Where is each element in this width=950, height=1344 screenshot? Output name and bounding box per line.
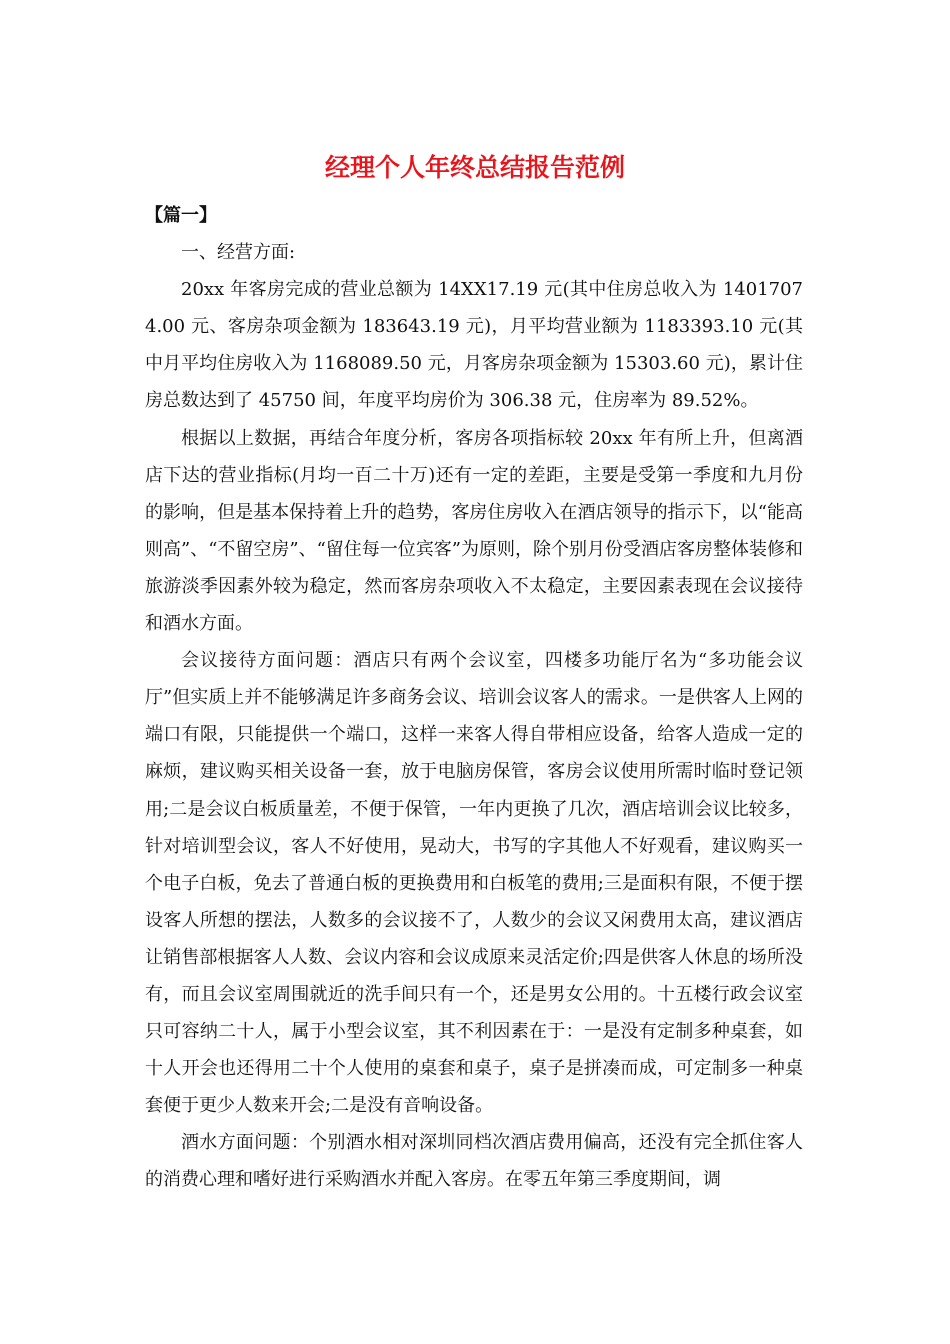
paragraph-meeting-issues: 会议接待方面问题：酒店只有两个会议室，四楼多功能厅名为“多功能会议厅”但实质上并不能够满足许多商务会议、培训会议客人的需求。一是供客人上网的端口有限，只能提供一个端口，这样一来客人得自带相应设备，给客人造成一定的麻烦，建议购买相关设备一套，放于电脑房保管，客房会议使用所需时临时登记领用;二是会议白板质量差，不便于保管，一年内更换了几次，酒店培训会议比较多，针对培训型会议，客人不好使用，晃动大，书写的字其他人不好观看，建议购买一个电子白板，免去了普通白板的更换费用和白板笔的费用;三是面积有限，不便于摆设客人所想的摆法，人数多的会议接不了，人数少的会议又闲费用太高，建议酒店让销售部根据客人人数、会议内容和会议成原来灵活定价;四是供客人休息的场所没有，而且会议室周围就近的洗手间只有一个，还是男女公用的。十五楼行政会议室只可容纳二十人，属于小型会议室，其不利因素在于：一是没有定制多种桌套，如十人开会也还得用二十个人使用的桌套和桌子，桌子是拼凑而成，可定制多一种桌套便于更少人数来开会;二是没有音响设备。 bbox=[145, 650, 803, 1117]
page-title: 经理个人年终总结报告范例 bbox=[324, 153, 625, 182]
paragraph-beverage-issues: 酒水方面问题：个别酒水相对深圳同档次酒店费用偏高，还没有完全抓住客人的消费心理和嗜好进行采购酒水并配入客房。在零五年第三季度期间，调 bbox=[145, 1132, 803, 1191]
paragraph-analysis: 根据以上数据，再结合年度分析，客房各项指标较 20xx 年有所上升，但离酒店下达的营业指标(月均一百二十万)还有一定的差距，主要是受第一季度和九月份的影响，但是基本保持着上升的趋势，客房住房收入在酒店领导的指示下，以“能高则高”、“不留空房”、“留住每一位宾客”为原则，除个别月份受酒店客房整体装修和旅游淡季因素外较为稳定，然而客房杂项收入不太稳定，主要因素表现在会议接待和酒水方面。 bbox=[145, 427, 804, 635]
paragraph-revenue: 20xx 年客房完成的营业总额为 14XX17.19 元(其中住房总收入为 14017074.00 元、客房杂项金额为 183643.19 元)，月平均营业额为 1183393.10 元(其中月平均住房收入为 1168089.50 元，月客房杂项金额为 15303.60 元)，累计住房总数达到了 45750 间，年度平均房价为 306.38 元，住房率为 89.52%。 bbox=[145, 279, 803, 412]
heading-operations: 一、经营方面: bbox=[181, 242, 296, 264]
section-label: 【篇一】 bbox=[145, 205, 217, 226]
document-body bbox=[145, 197, 803, 1199]
